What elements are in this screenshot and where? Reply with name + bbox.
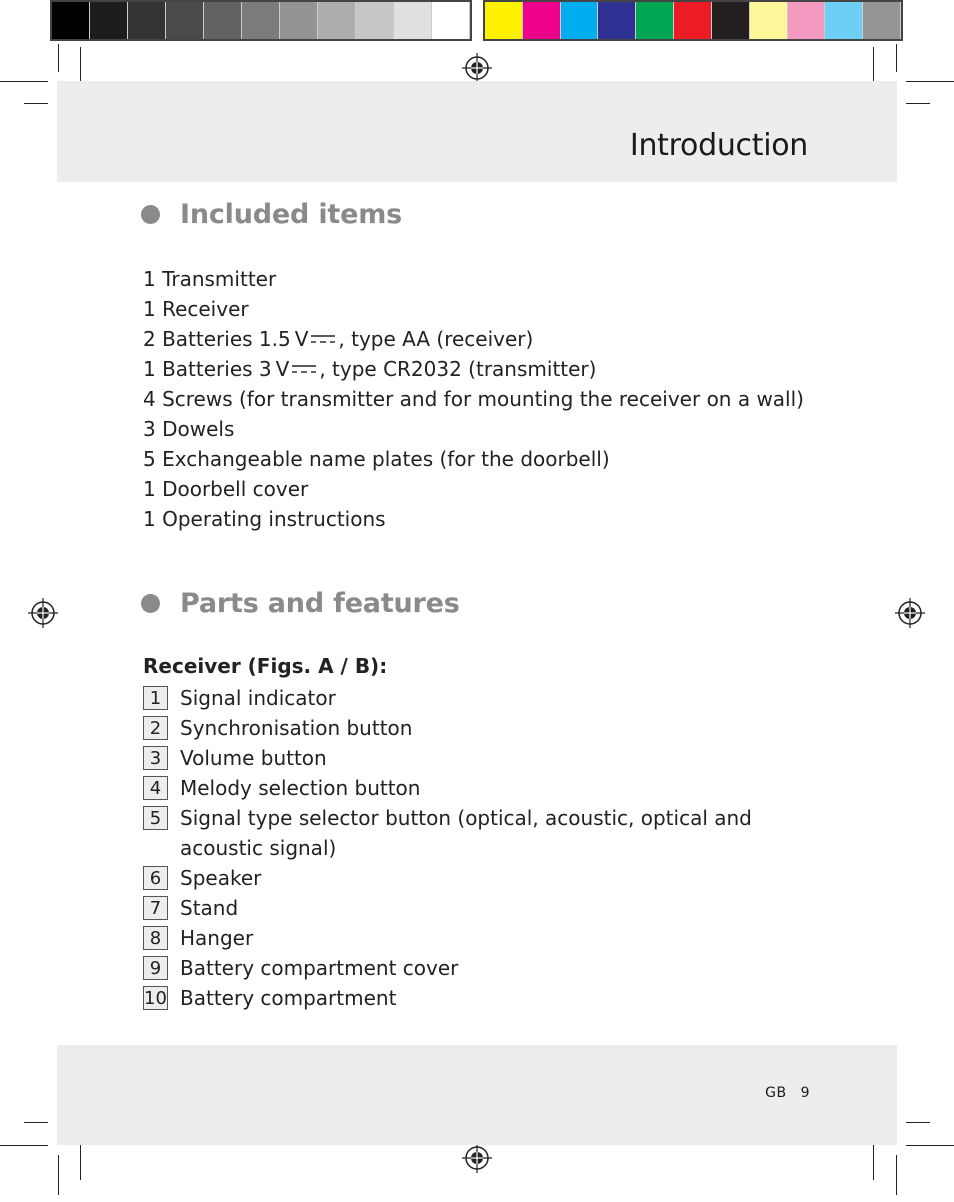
gray-swatch — [128, 2, 166, 39]
section-heading-text: Parts and features — [180, 588, 460, 619]
part-label: Hanger — [180, 926, 254, 950]
page-title: Introduction — [629, 128, 808, 163]
section-heading-text: Included items — [180, 199, 402, 230]
section-heading-parts-and-features — [141, 588, 460, 619]
part-number-badge: 10 — [144, 988, 167, 1009]
page-number: 9 — [800, 1085, 810, 1101]
receiver-subheading: Receiver (Figs. A / B): — [143, 654, 388, 678]
gray-swatch — [204, 2, 242, 39]
section-bullet-icon — [141, 594, 160, 613]
list-item — [143, 354, 804, 384]
part-label: Battery compartment cover — [180, 956, 459, 980]
gray-swatch — [394, 2, 432, 39]
part-label: Speaker — [180, 866, 262, 890]
grayscale-color-bar — [50, 0, 472, 41]
gray-swatch — [280, 2, 318, 39]
list-item: 1 Doorbell cover — [143, 477, 309, 501]
process-color-bar — [483, 0, 903, 41]
crop-mark — [58, 44, 59, 72]
section-bullet-icon — [141, 205, 160, 224]
part-number-badge: 2 — [143, 716, 168, 740]
list-item: 1 Receiver — [143, 297, 249, 321]
color-swatch — [636, 2, 674, 39]
part-label: Volume button — [180, 746, 327, 770]
dc-voltage-icon — [291, 363, 317, 375]
part-number-badge: 3 — [143, 746, 168, 770]
footer-language-code: GB — [765, 1085, 787, 1101]
registration-mark-icon — [462, 53, 492, 83]
part-number-badge: 5 — [143, 806, 168, 830]
color-swatch — [750, 2, 788, 39]
crop-mark — [896, 44, 897, 72]
crop-mark — [873, 1140, 874, 1180]
part-item — [143, 893, 823, 923]
list-item: 1 Transmitter — [143, 267, 277, 291]
part-item — [143, 683, 823, 713]
gray-swatch — [432, 2, 470, 39]
part-number-badge: 7 — [143, 896, 168, 920]
part-label: Signal indicator — [180, 686, 336, 710]
parts-list — [143, 683, 823, 1013]
crop-mark — [906, 1122, 930, 1123]
part-item — [143, 743, 823, 773]
part-item — [143, 983, 823, 1013]
part-number-badge: 9 — [143, 956, 168, 980]
color-swatch — [523, 2, 561, 39]
color-swatch — [561, 2, 599, 39]
crop-mark — [906, 1145, 954, 1146]
list-item: 5 Exchangeable name plates (for the doorbell) — [143, 447, 610, 471]
part-number-badge: 6 — [143, 866, 168, 890]
part-label: Signal type selector button (optical, acoustic, optical and acoustic signal) — [180, 806, 752, 860]
part-number-badge: 1 — [143, 686, 168, 710]
list-item-text: 1 Batteries 3 V — [143, 357, 290, 381]
part-label: Melody selection button — [180, 776, 421, 800]
crop-mark — [80, 1140, 81, 1180]
gray-swatch — [318, 2, 356, 39]
part-label: Battery compartment — [180, 986, 397, 1010]
part-item — [143, 953, 823, 983]
page-footer — [751, 1085, 810, 1101]
part-label: Stand — [180, 896, 239, 920]
crop-mark — [58, 1155, 59, 1195]
color-swatch — [825, 2, 863, 39]
list-item: 3 Dowels — [143, 417, 235, 441]
color-swatch — [788, 2, 826, 39]
gray-swatch — [356, 2, 394, 39]
part-item — [143, 713, 823, 743]
list-item-text: 2 Batteries 1.5 V — [143, 327, 309, 351]
part-item — [143, 923, 823, 953]
registration-mark-icon — [462, 1143, 492, 1173]
part-label: Synchronisation button — [180, 716, 413, 740]
gray-swatch — [166, 2, 204, 39]
color-swatch — [674, 2, 712, 39]
list-item-text: , type AA (receiver) — [338, 327, 534, 351]
gray-swatch — [90, 2, 128, 39]
list-item: 1 Operating instructions — [143, 507, 386, 531]
crop-mark — [0, 1145, 48, 1146]
part-number-badge: 8 — [143, 926, 168, 950]
list-item: 4 Screws (for transmitter and for mounting the receiver on a wall) — [143, 387, 804, 411]
color-swatch — [485, 2, 523, 39]
section-heading-included-items — [141, 199, 402, 230]
dc-voltage-icon — [310, 333, 336, 345]
list-item-text: , type CR2032 (transmitter) — [319, 357, 597, 381]
part-number-badge: 4 — [143, 776, 168, 800]
crop-mark — [0, 81, 48, 82]
crop-mark — [24, 1122, 48, 1123]
crop-mark — [24, 103, 48, 104]
gray-swatch — [242, 2, 280, 39]
gray-swatch — [52, 2, 90, 39]
color-swatch — [863, 2, 901, 39]
crop-mark — [906, 81, 954, 82]
list-item — [143, 324, 804, 354]
crop-mark — [906, 103, 930, 104]
registration-mark-icon — [895, 598, 925, 628]
part-item — [143, 803, 823, 863]
crop-mark — [896, 1155, 897, 1195]
part-item — [143, 773, 823, 803]
registration-mark-icon — [28, 598, 58, 628]
color-swatch — [712, 2, 750, 39]
part-item — [143, 863, 823, 893]
included-items-list — [143, 264, 804, 534]
color-swatch — [598, 2, 636, 39]
